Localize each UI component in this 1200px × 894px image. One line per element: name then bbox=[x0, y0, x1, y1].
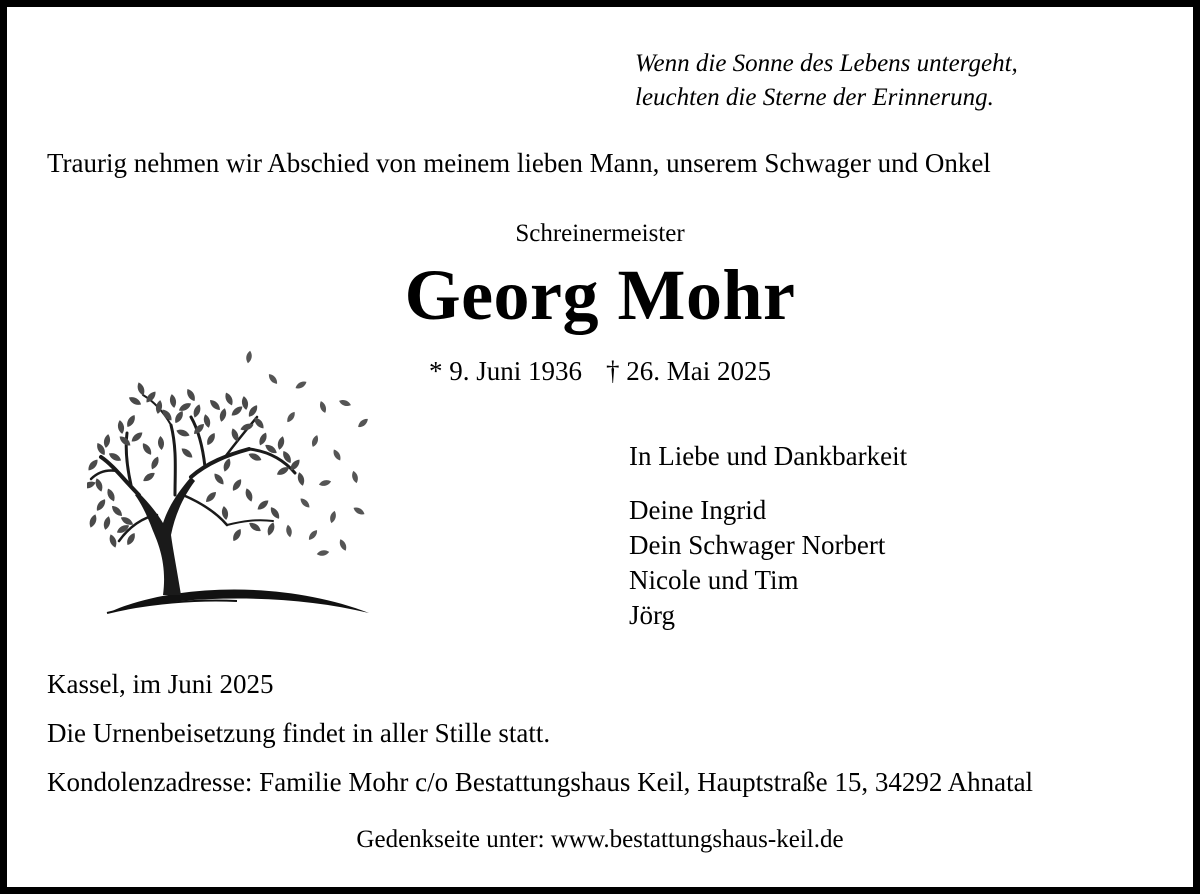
mourner-name: Jörg bbox=[629, 600, 676, 630]
place-date: Kassel, im Juni 2025 bbox=[47, 669, 274, 699]
memorial-page-link[interactable]: Gedenkseite unter: www.bestattungshaus-keil.de bbox=[356, 826, 844, 853]
intro-text: Traurig nehmen wir Abschied von meinem lieben Mann, unserem Schwager und Onkel bbox=[47, 148, 991, 178]
death-date: † 26. Mai 2025 bbox=[606, 356, 771, 386]
deceased-name: Georg Mohr bbox=[404, 255, 796, 335]
mourner-name: Dein Schwager Norbert bbox=[629, 530, 886, 560]
mourners-list bbox=[629, 493, 885, 633]
birth-date: * 9. Juni 1936 bbox=[428, 356, 582, 386]
burial-note: Die Urnenbeisetzung findet in aller Stille statt. bbox=[47, 718, 551, 748]
quote-line-1: Wenn die Sonne des Lebens untergeht, bbox=[635, 50, 1018, 77]
tree-with-falling-leaves-icon bbox=[87, 345, 372, 615]
mourner-name: Nicole und Tim bbox=[629, 565, 799, 595]
mourners-heading: In Liebe und Dankbarkeit bbox=[629, 441, 908, 471]
condolence-address: Kondolenzadresse: Familie Mohr c/o Bestattungshaus Keil, Hauptstraße 15, 34292 Ahnatal bbox=[47, 767, 1034, 797]
deceased-title: Schreinermeister bbox=[515, 220, 685, 247]
mourner-name: Deine Ingrid bbox=[629, 495, 767, 525]
quote-line-2: leuchten die Sterne der Erinnerung. bbox=[635, 84, 994, 111]
